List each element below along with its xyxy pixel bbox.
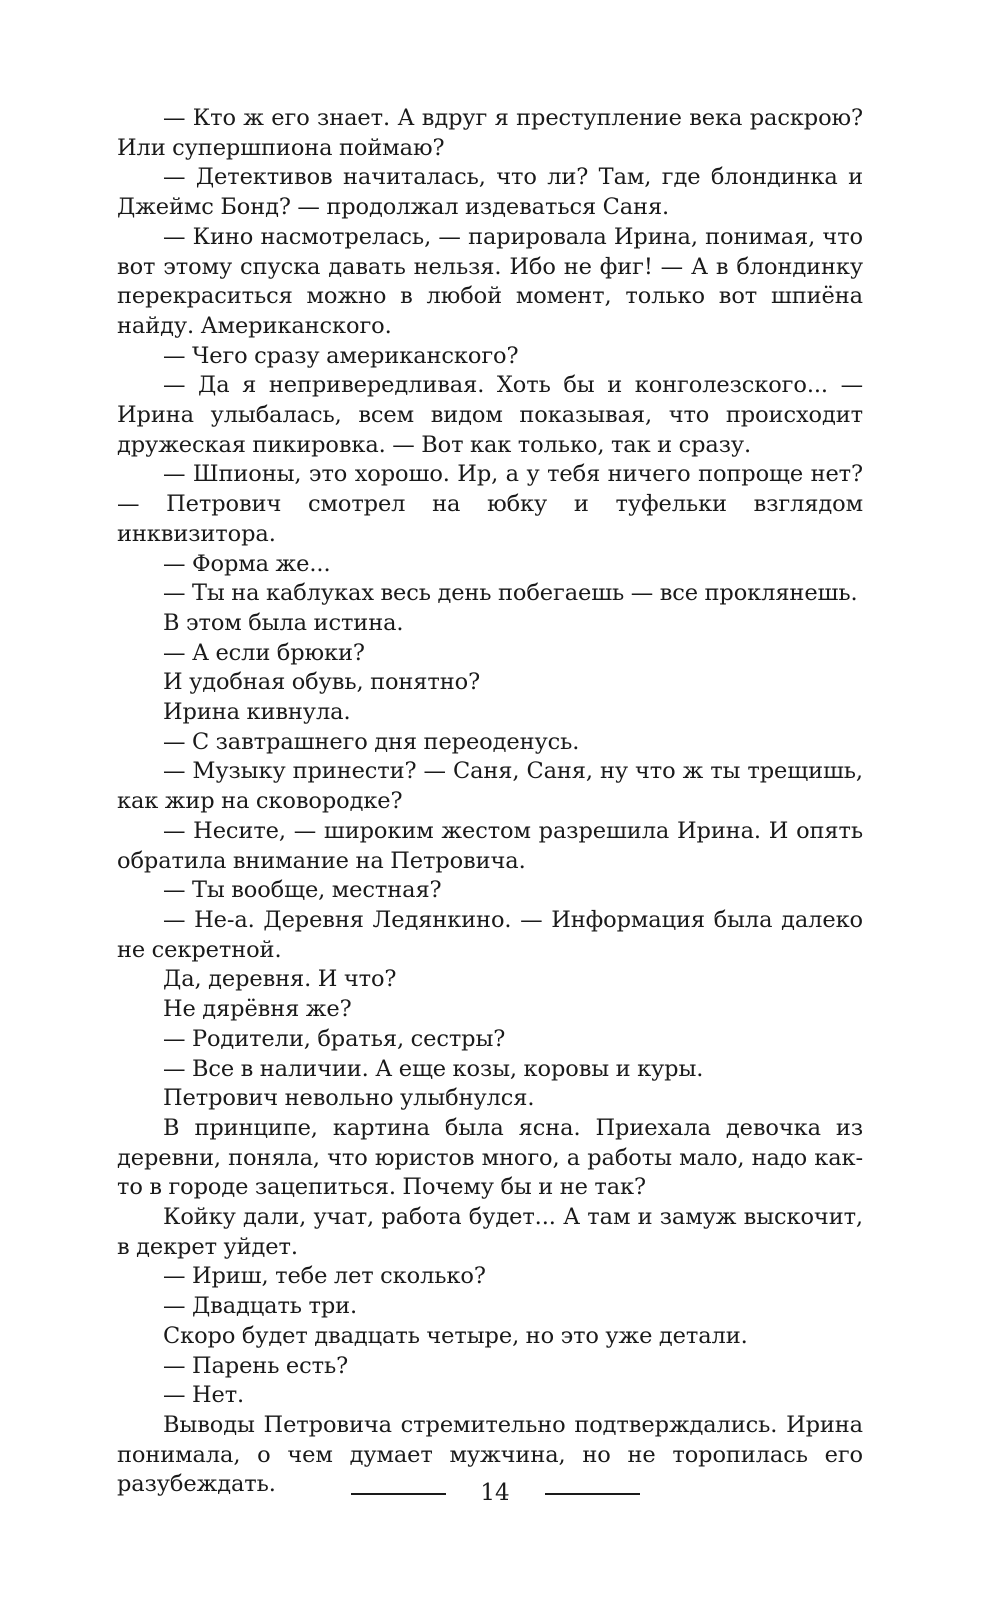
paragraph: — Кино насмотрелась, — парировала Ирина, понимая, что вот этому спуска давать нельзя. Ибо не фиг! — А в блондинку перекраситься можно в любой момент, только вот шпиёна найду. Американского.	[117, 223, 863, 339]
paragraph: — Детективов начиталась, что ли? Там, где блондинка и Джеймс Бонд? — продолжал издеваться Саня.	[117, 164, 863, 221]
paragraph: — Ириш, тебе лет сколько?	[163, 1263, 486, 1290]
page-number: 14	[480, 1480, 510, 1506]
paragraph: — Парень есть?	[163, 1352, 349, 1379]
footer-rule-left	[351, 1493, 446, 1495]
footer-rule-right	[545, 1493, 640, 1495]
paragraph: — С завтрашнего дня переоденусь.	[163, 728, 580, 755]
paragraph: — Нет.	[163, 1382, 245, 1409]
paragraph: — Ты на каблуках весь день побегаешь — все проклянешь.	[163, 580, 858, 607]
paragraph: — А если брюки?	[163, 639, 365, 666]
paragraph: — Кто ж его знает. А вдруг я преступление века раскрою? Или супершпиона поймаю?	[117, 105, 863, 161]
paragraph: — Ты вообще, местная?	[163, 877, 442, 904]
paragraph: Выводы Петровича стремительно подтверждались. Ирина понимала, о чем думает мужчина, но не торопилась его разубеждать.	[117, 1411, 863, 1498]
page-footer	[0, 1478, 1000, 1518]
paragraph: В принципе, картина была ясна. Приехала девочка из деревни, поняла, что юристов много, а работы мало, надо как-то в городе зацепиться. Почему бы и не так?	[117, 1114, 863, 1201]
paragraph: — Не-а. Деревня Ледянкино. — Информация была далеко не секретной.	[117, 906, 863, 963]
paragraph: — Музыку принести? — Саня, Саня, ну что ж ты трещишь, как жир на сковородке?	[117, 758, 863, 815]
paragraph: Ирина кивнула.	[163, 699, 351, 726]
paragraph: — Несите, — широким жестом разрешила Ирина. И опять обратила внимание на Петровича.	[117, 817, 863, 874]
paragraph: И удобная обувь, понятно?	[163, 669, 481, 696]
paragraph: Да, деревня. И что?	[163, 966, 397, 993]
paragraph: — Двадцать три.	[163, 1293, 358, 1320]
paragraph: — Шпионы, это хорошо. Ир, а у тебя ничего попроще нет? — Петрович смотрел на юбку и туфельки взглядом инквизитора.	[117, 461, 863, 547]
paragraph: Не дярёвня же?	[163, 996, 352, 1023]
paragraph: — Чего сразу американского?	[163, 342, 519, 369]
paragraph: — Родители, братья, сестры?	[163, 1025, 506, 1052]
paragraph: Петрович невольно улыбнулся.	[163, 1085, 535, 1112]
paragraph: — Все в наличии. А еще козы, коровы и куры.	[163, 1055, 704, 1082]
paragraph: Скоро будет двадцать четыре, но это уже детали.	[163, 1322, 748, 1349]
paragraph: Койку дали, учат, работа будет... А там и замуж выскочит, в декрет уйдет.	[117, 1204, 863, 1260]
paragraph: В этом была истина.	[163, 609, 404, 636]
paragraph: — Форма же...	[163, 550, 331, 577]
paragraph: — Да я непривередливая. Хоть бы и конголезского... — Ирина улыбалась, всем видом показывая, что происходит дружеская пикировка. — Вот как только, так и сразу.	[117, 372, 863, 458]
body-text	[117, 104, 863, 1500]
